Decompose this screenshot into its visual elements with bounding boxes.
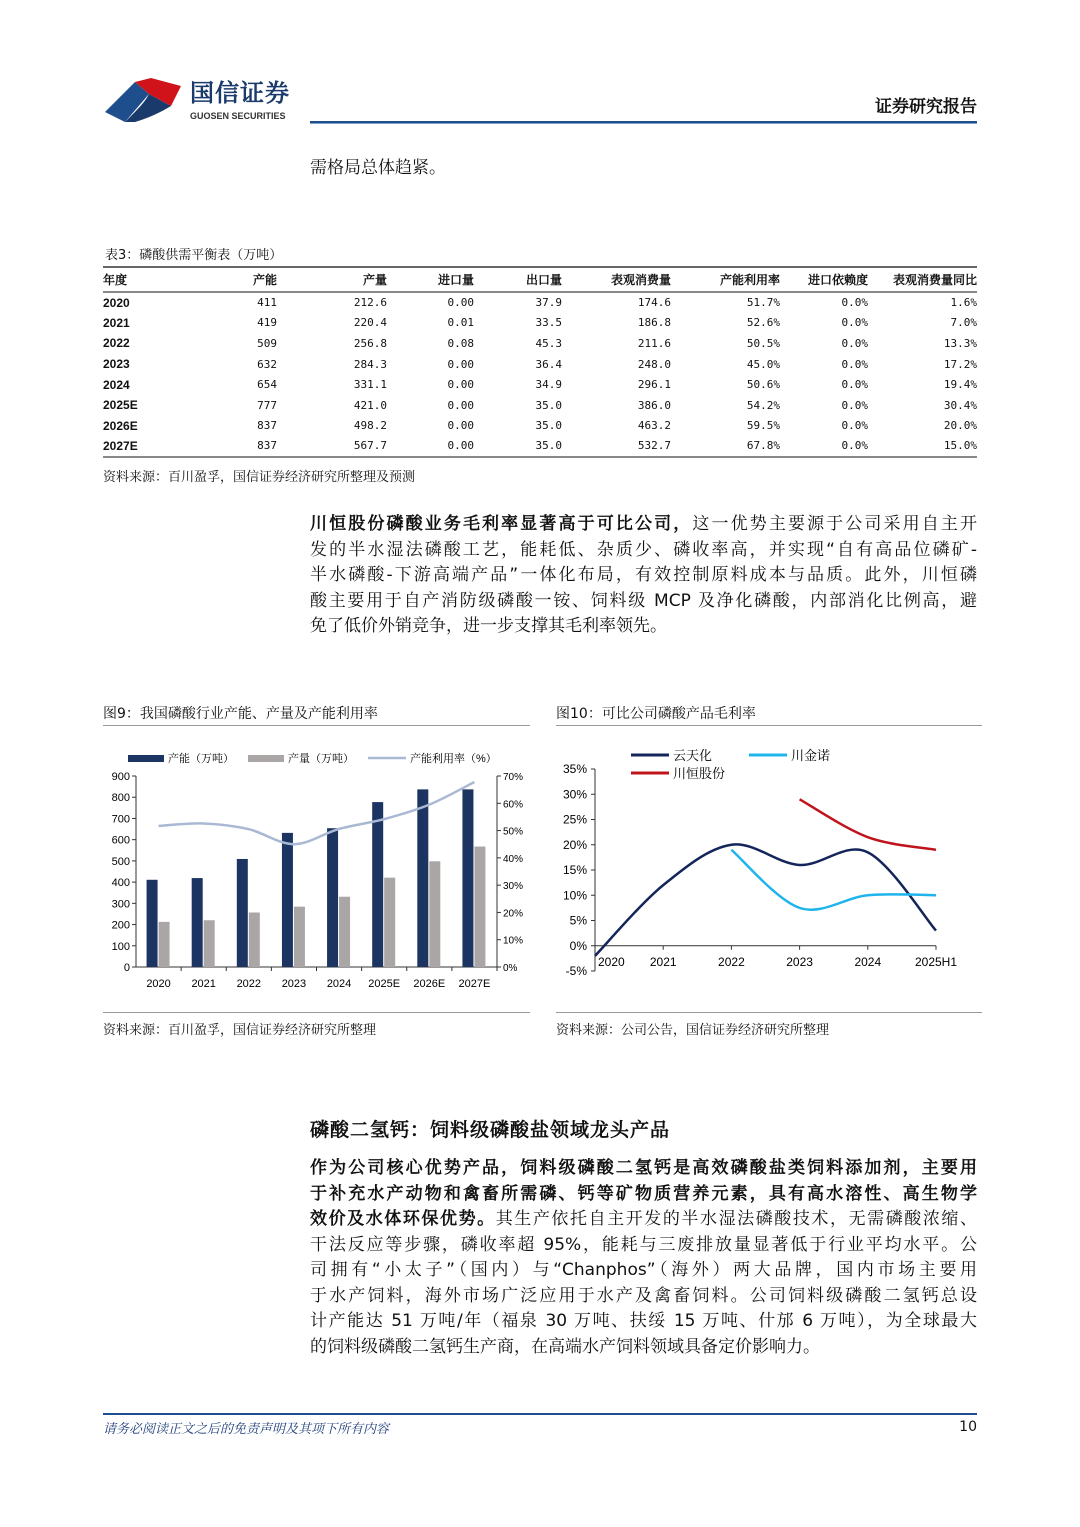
figure10-title: 图10：可比公司磷酸产品毛利率	[556, 706, 756, 722]
table-cell: 51.7%	[746, 296, 780, 310]
table-cell: 13.3%	[943, 336, 977, 350]
table-cell: 186.8	[637, 316, 671, 330]
legend-label: 川金诺	[791, 748, 831, 763]
column-header: 表观消费量同比	[892, 273, 977, 287]
brand-name-cn: 国信证券	[190, 79, 290, 107]
table-row	[103, 374, 977, 395]
table-cell: 411	[257, 296, 277, 310]
table-cell: 2021	[103, 315, 130, 330]
guosen-logo-icon	[105, 78, 185, 124]
table-cell: 0.0%	[841, 357, 868, 371]
table-cell: 1.6%	[950, 296, 977, 310]
text-span: 干法反应等步骤，磷收率超 95%，能耗与三废排放量显著低于行业平均水平。公	[310, 1234, 977, 1255]
bar-output	[294, 907, 305, 967]
text-span: 的饲料级磷酸二氢钙生产商，在高端水产饲料领域具备定价影响力。	[310, 1336, 820, 1357]
figure9-bottom-rule	[103, 1012, 530, 1013]
table-cell: 2023	[103, 357, 130, 372]
footer-disclaimer: 请务必阅读正文之后的免责声明及其项下所有内容	[103, 1422, 390, 1437]
y2-tick-label: 40%	[503, 853, 524, 865]
text-line	[310, 1156, 977, 1182]
x-tick-label: 2020	[598, 954, 625, 969]
y-tick-label: 100	[111, 940, 130, 953]
y-tick-label: 700	[111, 813, 130, 826]
text-span: 半水磷酸-下游高端产品”一体化布局，有效控制原料成本与品质。此外，川恒磷	[310, 565, 977, 585]
bar-output	[384, 878, 395, 967]
table-cell: 59.5%	[746, 419, 780, 433]
legend-label: 产能利用率（%）	[410, 753, 497, 765]
y2-tick-label: 60%	[503, 799, 524, 811]
x-tick-label: 2024	[326, 978, 352, 990]
table-cell: 17.2%	[943, 357, 977, 371]
x-tick-label: 2025E	[368, 978, 401, 990]
x-tick-label: 2022	[718, 954, 745, 969]
line-chuanjinnuo	[731, 850, 936, 910]
table-cell: 0.00	[447, 357, 474, 371]
table-cell: 37.9	[535, 296, 562, 310]
text-line	[310, 1182, 977, 1208]
table-cell: 174.6	[637, 296, 671, 310]
table-cell: 50.5%	[746, 336, 780, 350]
table-cell: 220.4	[353, 316, 387, 330]
table-cell: 0.0%	[841, 296, 868, 310]
y-tick-label: 15%	[562, 863, 587, 877]
brand-name-en: GUOSEN SECURITIES	[190, 111, 286, 121]
table-cell: 0.0%	[841, 439, 868, 453]
y2-tick-label: 50%	[503, 826, 524, 838]
table-cell: 2027E	[103, 438, 138, 453]
bar-capacity	[237, 859, 248, 967]
table-cell: 654	[257, 378, 277, 392]
legend-label: 产能（万吨）	[168, 753, 234, 765]
table-cell: 0.00	[447, 398, 474, 412]
table-row	[103, 395, 977, 416]
column-header: 产能	[252, 273, 277, 287]
column-header: 产能利用率	[719, 273, 780, 287]
y-tick-label: 0%	[569, 938, 587, 953]
x-tick-label: 2021	[649, 954, 677, 969]
y-tick-label: 0	[123, 962, 130, 974]
table-cell: 35.0	[535, 419, 562, 433]
figure9-top-rule	[103, 725, 530, 726]
table-cell: 33.5	[535, 316, 562, 330]
table-row	[103, 292, 977, 313]
text-span: 发的半水湿法磷酸工艺，能耗低、杂质少、磷收率高，并实现“自有高品位磷矿-	[310, 539, 977, 560]
bar-capacity	[462, 789, 473, 967]
text-line	[310, 563, 977, 589]
text-span: 于水产饲料，海外市场广泛应用于水产及禽畜饲料。公司饲料级磷酸二氢钙总设	[310, 1285, 977, 1306]
y2-tick-label: 10%	[503, 935, 524, 947]
bold-text: 效价及水体环保优势。	[310, 1209, 496, 1229]
x-tick-label: 2023	[281, 978, 307, 990]
text-span: 其生产依托自主开发的半水湿法磷酸技术，无需磷酸浓缩、	[495, 1209, 978, 1229]
text-span: 免了低价外销竞争，进一步支撑其毛利率领先。	[310, 616, 667, 636]
page-number: 10	[959, 1419, 977, 1435]
table-cell: 0.00	[447, 439, 474, 453]
table-cell: 2026E	[103, 418, 138, 433]
y-tick-label: -5%	[565, 964, 587, 978]
table-cell: 20.0%	[943, 419, 977, 433]
column-header: 进口量	[437, 273, 474, 287]
x-tick-label: 2020	[146, 978, 171, 990]
legend-label: 川恒股份	[673, 766, 726, 781]
table-cell: 35.0	[535, 439, 562, 453]
figure9-source: 资料来源：百川盈孚，国信证券经济研究所整理	[103, 1023, 377, 1038]
figure10-top-rule	[556, 725, 982, 726]
table-cell: 2024	[103, 377, 130, 392]
y2-tick-label: 30%	[503, 881, 524, 893]
text-span: 这一优势主要源于公司采用自主开	[692, 514, 978, 534]
y-tick-label: 400	[111, 877, 130, 890]
supply-demand-table	[103, 266, 977, 458]
legend-swatch	[248, 755, 284, 762]
table-cell: 0.00	[447, 419, 474, 433]
column-header: 产量	[362, 273, 387, 287]
y-tick-label: 500	[111, 855, 130, 868]
y-tick-label: 900	[111, 771, 130, 783]
table-cell: 36.4	[535, 357, 562, 371]
table-title: 表3：磷酸供需平衡表（万吨）	[105, 248, 283, 263]
bold-text: 川恒股份磷酸业务毛利率显著高于可比公司，	[310, 514, 693, 534]
text-line	[310, 1335, 977, 1361]
line-chuanheng	[800, 799, 936, 850]
text-line	[310, 589, 977, 615]
text-line	[310, 512, 977, 538]
table-cell: 0.0%	[841, 316, 868, 330]
table-cell: 52.6%	[746, 316, 780, 330]
y-tick-label: 800	[111, 792, 130, 805]
column-header: 表观消费量	[610, 273, 671, 287]
table-cell: 421.0	[353, 398, 387, 412]
header-divider	[310, 121, 977, 124]
y-tick-label: 200	[111, 919, 130, 932]
x-tick-label: 2022	[236, 978, 262, 990]
text-line	[310, 1233, 977, 1259]
table-row	[103, 333, 977, 354]
table-cell: 2022	[103, 336, 130, 351]
intro-text	[310, 156, 977, 182]
y-tick-label: 30%	[562, 787, 587, 802]
table-cell: 212.6	[353, 296, 387, 310]
table-cell: 7.0%	[950, 316, 977, 330]
table-cell: 256.8	[353, 336, 387, 350]
table-cell: 632	[257, 357, 277, 371]
bold-text: 于补充水产动物和禽畜所需磷、钙等矿物质营养元素，具有高水溶性、高生物学	[310, 1183, 977, 1204]
table-cell: 0.0%	[841, 419, 868, 433]
paragraph-mcp	[310, 1156, 977, 1360]
column-header: 年度	[103, 273, 128, 287]
x-tick-label: 2021	[191, 978, 216, 990]
table-row	[103, 313, 977, 334]
column-header: 出口量	[525, 273, 562, 287]
table-cell: 45.3	[535, 336, 562, 350]
bar-output	[249, 913, 260, 967]
table-cell: 54.2%	[746, 398, 780, 412]
y-tick-label: 10%	[562, 888, 587, 903]
table-cell: 34.9	[535, 378, 562, 392]
bar-capacity	[327, 828, 338, 967]
table-cell: 463.2	[637, 419, 671, 433]
table-cell: 777	[257, 398, 277, 412]
column-header: 进口依赖度	[807, 273, 868, 287]
table-cell: 0.0%	[841, 398, 868, 412]
table-cell: 837	[257, 439, 277, 453]
y-tick-label: 300	[111, 898, 130, 911]
text-span: 酸主要用于自产消防级磷酸一铵、饲料级 MCP 及净化磷酸，内部消化比例高，避	[310, 590, 977, 611]
y2-tick-label: 0%	[503, 963, 518, 974]
table-cell: 19.4%	[943, 378, 977, 392]
y-tick-label: 600	[111, 834, 130, 847]
bar-capacity	[147, 880, 158, 967]
table-cell: 532.7	[637, 439, 671, 453]
text-line	[310, 1284, 977, 1310]
table-cell: 0.01	[447, 316, 474, 330]
bar-capacity	[282, 833, 293, 967]
y-tick-label: 20%	[562, 837, 587, 852]
table-cell: 35.0	[535, 398, 562, 412]
legend-label: 云天化	[673, 748, 713, 763]
line-yuntianhua	[595, 844, 936, 955]
x-tick-label: 2027E	[458, 978, 491, 990]
figure9-title: 图9：我国磷酸行业产能、产量及产能利用率	[103, 706, 378, 722]
section-heading: 磷酸二氢钙：饲料级磷酸盐领域龙头产品	[310, 1119, 671, 1141]
bar-output	[204, 920, 215, 967]
paragraph-phosphoric-margin	[310, 512, 977, 640]
chart-capacity-output	[100, 740, 532, 1002]
report-type: 证券研究报告	[875, 97, 977, 117]
table-cell: 0.08	[447, 336, 474, 350]
y2-tick-label: 20%	[503, 908, 524, 920]
text-line	[310, 538, 977, 564]
table-cell: 211.6	[637, 336, 671, 350]
chart-gross-margin	[553, 740, 985, 1002]
bar-output	[429, 861, 440, 967]
table-cell: 296.1	[637, 378, 671, 392]
table-cell: 2025E	[103, 398, 138, 413]
bold-text: 作为公司核心优势产品，饲料级磷酸二氢钙是高效磷酸盐类饲料添加剂，主要用	[310, 1158, 977, 1178]
x-tick-label: 2025H1	[914, 954, 958, 969]
table-cell: 67.8%	[746, 439, 780, 453]
table-row	[103, 416, 977, 437]
y-tick-label: 25%	[562, 812, 587, 827]
table-cell: 567.7	[353, 439, 387, 453]
table-cell: 30.4%	[943, 398, 977, 412]
table-source: 资料来源：百川盈孚，国信证券经济研究所整理及预测	[103, 470, 416, 485]
x-tick-label: 2026E	[413, 978, 446, 990]
table-cell: 248.0	[637, 357, 671, 371]
y-tick-label: 5%	[569, 913, 587, 928]
table-header-row	[103, 267, 977, 292]
x-tick-label: 2024	[854, 954, 882, 969]
table-cell: 50.6%	[746, 378, 780, 392]
legend-label: 产量（万吨）	[288, 753, 354, 765]
bar-output	[339, 897, 350, 967]
bar-output	[474, 847, 485, 967]
text-span: 司拥有“小太子”（国内）与“Chanphos”（海外）两大品牌，国内市场主要用	[310, 1260, 977, 1280]
table-cell: 284.3	[353, 357, 387, 371]
text-line	[310, 614, 977, 640]
table-cell: 509	[257, 336, 277, 350]
table-cell: 419	[257, 316, 277, 330]
x-tick-label: 2023	[786, 954, 813, 969]
table-row	[103, 354, 977, 375]
table-cell: 498.2	[353, 419, 387, 433]
y-tick-label: 35%	[562, 762, 587, 776]
bar-capacity	[417, 789, 428, 967]
text-line	[310, 1309, 977, 1335]
bar-output	[159, 922, 170, 967]
legend-swatch	[128, 755, 164, 762]
text-line: 需格局总体趋紧。	[310, 158, 446, 178]
table-cell: 15.0%	[943, 439, 977, 453]
table-cell: 0.00	[447, 378, 474, 392]
y2-tick-label: 70%	[503, 772, 524, 783]
footer-divider	[103, 1413, 977, 1415]
table-cell: 837	[257, 419, 277, 433]
text-line	[310, 1258, 977, 1284]
table-cell: 0.0%	[841, 378, 868, 392]
bar-capacity	[192, 878, 203, 967]
text-line	[310, 1207, 977, 1233]
figure10-bottom-rule	[556, 1012, 982, 1013]
table-cell: 0.0%	[841, 336, 868, 350]
bar-capacity	[372, 802, 383, 967]
table-cell: 2020	[103, 295, 130, 310]
table-cell: 0.00	[447, 296, 474, 310]
table-cell: 45.0%	[746, 357, 780, 371]
text-span: 计产能达 51 万吨/年（福泉 30 万吨、扶绥 15 万吨、什邡 6 万吨），为全球最大	[310, 1311, 977, 1331]
figure10-source: 资料来源：公司公告，国信证券经济研究所整理	[556, 1023, 830, 1038]
table-cell: 331.1	[353, 378, 387, 392]
table-row	[103, 436, 977, 457]
table-cell: 386.0	[637, 398, 671, 412]
